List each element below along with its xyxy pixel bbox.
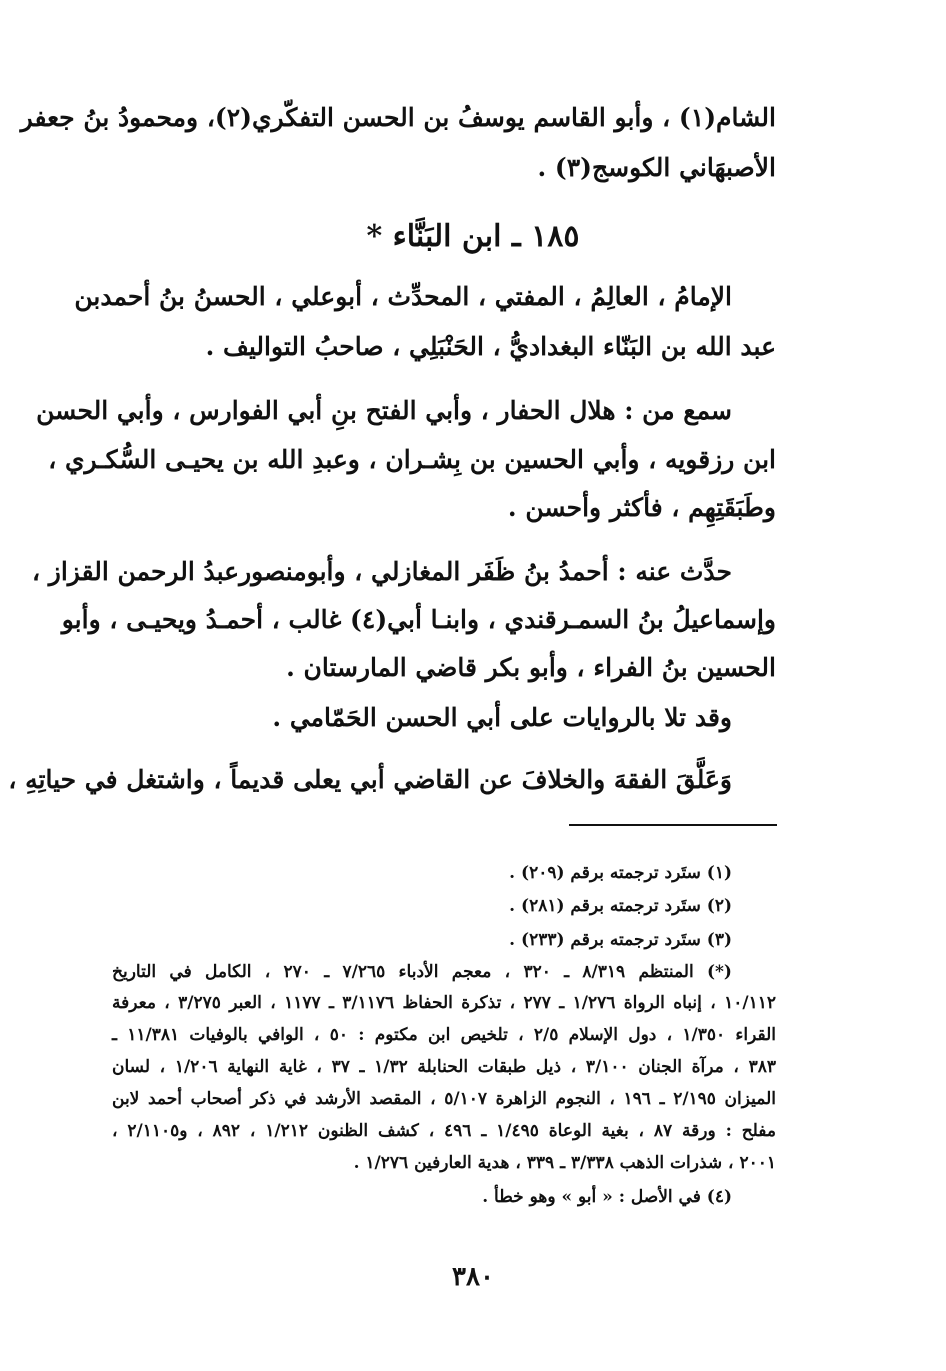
footnote-continuation: القراء ١/٣٥٠ ، دول الإسلام ٢/٥ ، تلخيص ابن مكتوم : ٥٠ ، الوافي بالوفيات ١١/٣٨١ ـ	[112, 1025, 776, 1045]
text-line: الشام(١) ، وأبو القاسم يوسفُ بن الحسن التفكّري(٢)، ومحمودُ بنُ جعفر	[20, 103, 776, 132]
footnote: (٢) ستَرد ترجمته برقم (٢٨١) .	[509, 896, 732, 916]
page-number: ٣٨٠	[452, 1262, 494, 1292]
footnote: (١) ستَرد ترجمته برقم (٢٠٩) .	[509, 863, 732, 883]
footnote: (*) المنتظم ٨/٣١٩ ـ ٣٢٠ ، معجم الأدباء ٧/٢٦٥ ـ ٢٧٠ ، الكامل في التاريخ	[112, 962, 732, 982]
text-line: سمع من : هلال الحفار ، وأبي الفتح بنِ أبي الفوارس ، وأبي الحسن	[36, 396, 732, 425]
text-line: الإمامُ ، العالِمُ ، المفتي ، المحدِّث ، أبوعلي ، الحسنُ بنُ أحمدبن	[74, 282, 732, 311]
text-line: وإسماعيلُ بنُ السمـرقندي ، وابنـا أبي(٤) غالب ، أحمـدُ ويحيـى ، وأبو	[61, 605, 776, 634]
text-line: الحسين بنُ الفراء ، وأبو بكر قاضي المارستان .	[286, 653, 776, 682]
footnote-continuation: ٣٨٣ ، مرآة الجنان ٣/١٠٠ ، ذيل طبقات الحنابلة ١/٣٢ ـ ٣٧ ، غاية النهاية ١/٢٠٦ ، لسان	[112, 1057, 776, 1077]
text-line: حدَّث عنه : أحمدُ بنُ ظَفَر المغازلي ، وأبومنصورعبدُ الرحمن القزاز ،	[32, 557, 732, 586]
text-line: عبد الله بن البَنّاء البغداديُّ ، الحَنْبَلِي ، صاحبُ التواليف .	[205, 332, 776, 361]
footnote-continuation: ١٠/١١٢ ، إنباه الرواة ١/٢٧٦ ـ ٢٧٧ ، تذكرة الحفاظ ٣/١١٧٦ ـ ١١٧٧ ، العبر ٣/٢٧٥ ، معرفة	[112, 993, 776, 1013]
footnote-continuation: مفلح : ورقة ٨٧ ، بغية الوعاة ١/٤٩٥ ـ ٤٩٦ ، كشف الظنون ١/٢١٢ ، ٨٩٢ ، و٢/١١٠٥ ،	[112, 1121, 777, 1141]
footnote: (٣) ستَرد ترجمته برقم (٢٣٣) .	[509, 930, 732, 950]
text-line: ابن رزقويه ، وأبي الحسين بن بِشـران ، وعبدِ الله بن يحيـى السُّكـري ،	[48, 445, 776, 474]
footnote-continuation: ٢٠٠١ ، شذرات الذهب ٣/٣٣٨ ـ ٣٣٩ ، هدية العارفين ١/٢٧٦ .	[353, 1153, 776, 1173]
footnote: (٤) في الأصل : « أبو » وهو خطأ .	[482, 1187, 732, 1207]
footnote-separator	[569, 824, 777, 826]
text-line: وقد تلا بالروايات على أبي الحسن الحَمّامي .	[272, 703, 732, 732]
text-line: الأصبهَاني الكوسج(٣) .	[537, 153, 776, 182]
footnote-continuation: الميزان ٢/١٩٥ ـ ١٩٦ ، النجوم الزاهرة ٥/١٠٧ ، المقصد الأرشد في ذكر أصحاب أحمد لابن	[112, 1089, 776, 1109]
text-line: وَعَلَّقَ الفقهَ والخلافَ عن القاضي أبي يعلى قديماً ، واشتغل في حياتِهِ ،	[8, 765, 732, 794]
entry-heading: ١٨٥ ـ ابن البَنَّاء *	[366, 219, 580, 254]
text-line: وطَبَقَتِهِم ، فأكثر وأحسن .	[507, 493, 776, 522]
